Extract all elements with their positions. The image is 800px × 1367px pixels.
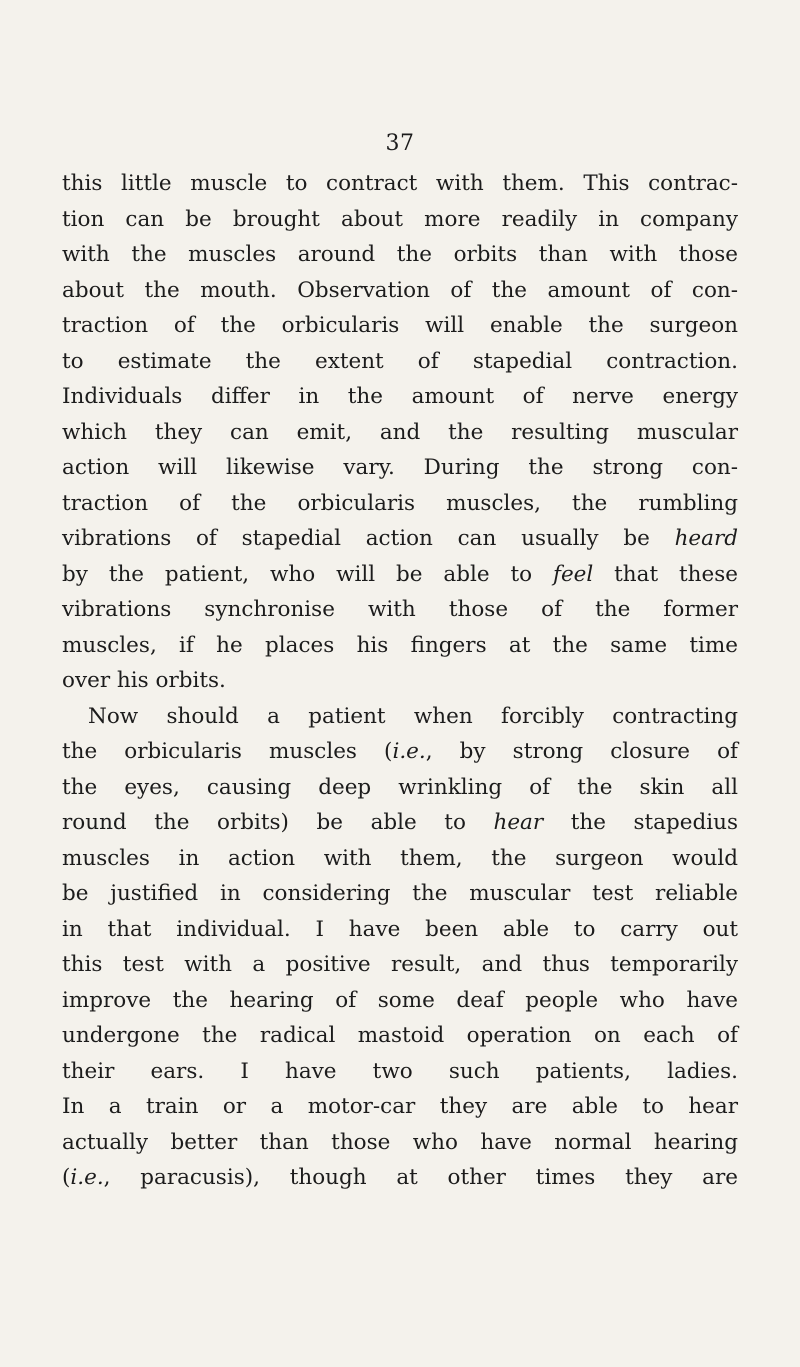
text-segment: this test with a positive result, and thus temporarily [62, 952, 738, 977]
text-segment: the eyes, causing deep wrinkling of the skin all [62, 774, 738, 800]
text-segment: this little muscle to contract with them. This contrac- [62, 171, 738, 196]
text-segment: about the mouth. Observation of the amount of con- [62, 277, 738, 303]
italic-word: feel [552, 561, 594, 587]
text-segment: in that individual. I have been able to carry out [62, 916, 738, 942]
text-segment: to estimate the extent of stapedial contraction. [62, 348, 738, 374]
text-segment: that these [593, 561, 738, 587]
text-segment: improve the hearing of some deaf people who have [62, 987, 738, 1013]
text-line [62, 557, 738, 593]
text-line [62, 805, 738, 841]
text-line [62, 663, 738, 699]
text-line [62, 308, 738, 344]
italic-word: heard [674, 526, 738, 551]
page-number: 37 [385, 131, 415, 156]
body-text [62, 166, 738, 1196]
text-line [62, 450, 738, 486]
text-segment: Individuals differ in the amount of nerve energy [62, 384, 738, 409]
text-line [62, 841, 738, 877]
paragraph [62, 699, 738, 1196]
italic-word: hear [493, 810, 544, 835]
text-line [62, 379, 738, 415]
text-segment: traction of the orbicularis will enable the surgeon [62, 313, 738, 338]
text-line [62, 237, 738, 273]
text-line [62, 1160, 738, 1196]
text-line [62, 628, 738, 664]
text-segment: muscles in action with them, the surgeon would [62, 845, 738, 871]
text-segment: tion can be brought about more readily in company [62, 206, 738, 232]
text-segment: their ears. I have two such patients, ladies. [62, 1058, 738, 1084]
text-segment: with the muscles around the orbits than with those [62, 242, 738, 267]
paragraph [62, 166, 738, 699]
text-segment: vibrations synchronise with those of the former [62, 597, 738, 622]
text-line [62, 521, 738, 557]
text-segment: which they can emit, and the resulting muscular [62, 419, 738, 445]
text-segment: be justified in considering the muscular test reliable [62, 881, 738, 906]
text-segment: muscles, if he places his fingers at the same time [62, 632, 738, 658]
text-line [62, 1125, 738, 1161]
text-line [62, 273, 738, 309]
text-line [62, 344, 738, 380]
text-line [62, 592, 738, 628]
text-segment: Now should a patient when forcibly contracting [88, 703, 738, 729]
text-segment: ( [62, 1165, 71, 1190]
text-segment: actually better than those who have normal hearing [62, 1129, 738, 1155]
text-segment: action will likewise vary. During the strong con- [62, 455, 738, 480]
text-segment: the stapedius [543, 810, 738, 835]
text-segment: , by strong closure of [425, 739, 738, 764]
text-line [62, 734, 738, 770]
text-line [62, 166, 738, 202]
text-line [62, 876, 738, 912]
text-line [62, 983, 738, 1019]
text-segment: round the orbits) be able to [62, 810, 494, 835]
text-line [62, 202, 738, 238]
text-line [62, 770, 738, 806]
text-line [62, 1018, 738, 1054]
text-segment: over his orbits. [62, 668, 226, 693]
text-segment: by the patient, who will be able to [62, 561, 553, 587]
text-line [62, 912, 738, 948]
text-segment: vibrations of stapedial action can usually be [62, 526, 675, 551]
text-segment: In a train or a motor-car they are able to hear [62, 1094, 738, 1119]
text-segment: , paracusis), though at other times they are [103, 1165, 738, 1190]
text-segment: undergone the radical mastoid operation on each of [62, 1023, 738, 1048]
text-line [62, 947, 738, 983]
text-line [62, 1054, 738, 1090]
italic-word: i.e. [70, 1165, 104, 1190]
text-line [62, 486, 738, 522]
text-segment: traction of the orbicularis muscles, the rumbling [62, 490, 738, 516]
text-segment: the orbicularis muscles ( [62, 739, 393, 764]
italic-word: i.e. [392, 739, 426, 764]
text-line [62, 699, 738, 735]
text-line [62, 415, 738, 451]
text-line [62, 1089, 738, 1125]
